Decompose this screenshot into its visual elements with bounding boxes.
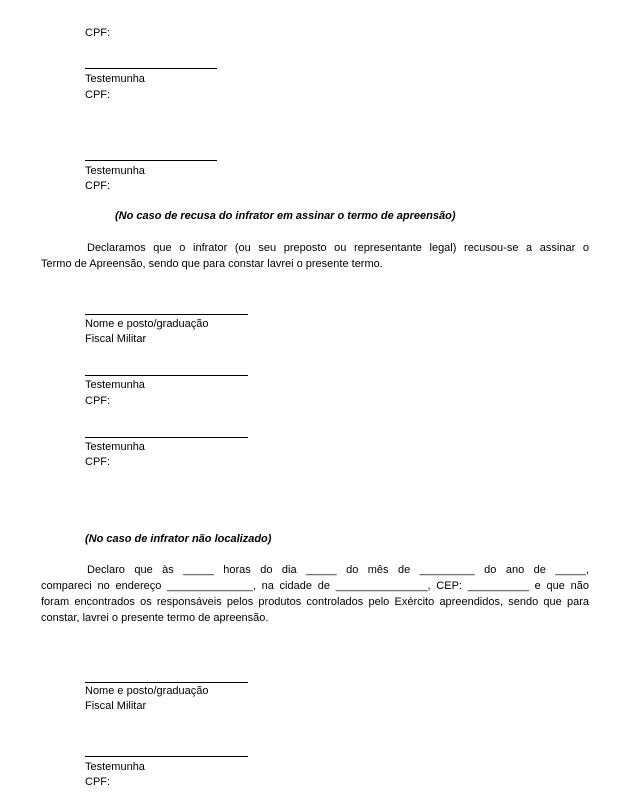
paragraph-line: compareci no endereço ______________, na cidade de _______________, CEP: __________ e que não <box>41 580 589 592</box>
signature-line <box>85 375 248 376</box>
cpf-label: CPF: <box>85 27 111 39</box>
section-heading: (No caso de infrator não localizado) <box>85 533 272 545</box>
cpf-label: CPF: <box>85 395 111 407</box>
witness-label: Testemunha <box>85 441 145 453</box>
witness-label: Testemunha <box>85 73 145 85</box>
paragraph-line: Declaro que às _____ horas do dia _____ do mês de _________ do ano de _____, <box>87 564 589 576</box>
paragraph-line: Termo de Apreensão, sendo que para constar lavrei o presente termo. <box>41 258 383 270</box>
officer-label: Nome e posto/graduação <box>85 685 209 697</box>
paragraph-line: Declaramos que o infrator (ou seu preposto ou representante legal) recusou-se a assinar o <box>87 242 589 254</box>
signature-line <box>85 68 217 69</box>
section-heading: (No caso de recusa do infrator em assinar o termo de apreensão) <box>115 210 456 222</box>
signature-line <box>85 160 217 161</box>
cpf-label: CPF: <box>85 776 111 788</box>
cpf-label: CPF: <box>85 89 111 101</box>
witness-label: Testemunha <box>85 165 145 177</box>
paragraph-line: foram encontrados os responsáveis pelos produtos controlados pelo Exército apreendidos, sendo que para <box>41 596 589 608</box>
paragraph-line: constar, lavrei o presente termo de apreensão. <box>41 612 269 624</box>
refusal-paragraph <box>41 240 589 272</box>
witness-label: Testemunha <box>85 379 145 391</box>
not-found-paragraph <box>41 562 589 626</box>
cpf-label: CPF: <box>85 456 111 468</box>
witness-label: Testemunha <box>85 761 145 773</box>
officer-title: Fiscal Militar <box>85 700 147 712</box>
signature-line <box>85 756 248 757</box>
cpf-label: CPF: <box>85 180 111 192</box>
signature-line <box>85 437 248 438</box>
signature-line <box>85 314 248 315</box>
signature-line <box>85 682 248 683</box>
officer-label: Nome e posto/graduação <box>85 318 209 330</box>
officer-title: Fiscal Militar <box>85 333 147 345</box>
